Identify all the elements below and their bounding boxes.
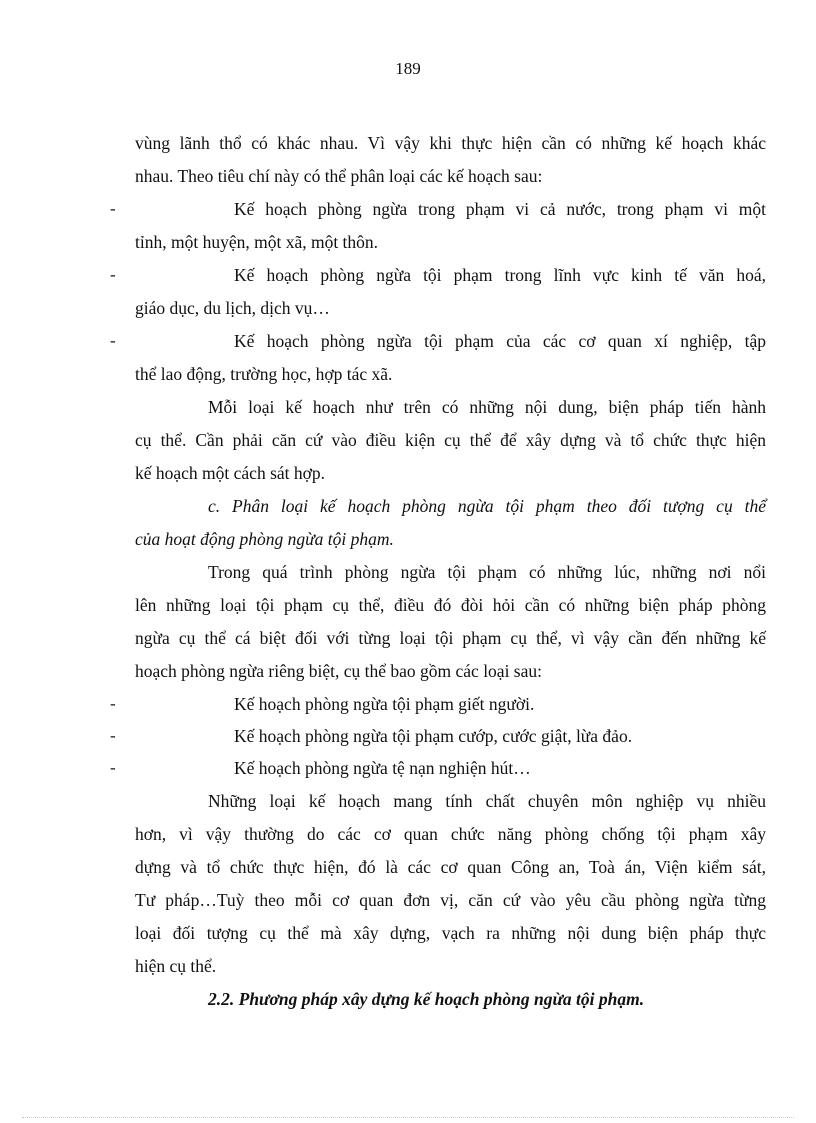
text-line: loại đối tượng cụ thể mà xây dựng, vạch ra những nội dung biện pháp thực	[135, 923, 766, 943]
list-item-text: Kế hoạch phòng ngừa tội phạm giết người.	[234, 694, 535, 714]
text-line: hiện cụ thể.	[135, 956, 217, 976]
section-heading: c. Phân loại kế hoạch phòng ngừa tội phạm theo đối tượng cụ thể	[208, 496, 766, 516]
text-line: hơn, vì vậy thường do các cơ quan chức năng phòng chống tội phạm xây	[135, 824, 766, 844]
page-number: 189	[395, 59, 421, 78]
bullet-dash: -	[110, 694, 116, 713]
text-line: nhau. Theo tiêu chí này có thể phân loại các kế hoạch sau:	[135, 166, 543, 186]
text-line: hoạch phòng ngừa riêng biệt, cụ thể bao gồm các loại sau:	[135, 661, 542, 681]
list-item-text: Kế hoạch phòng ngừa tệ nạn nghiện hút…	[234, 758, 531, 778]
list-item-text: Kế hoạch phòng ngừa trong phạm vi cả nước, trong phạm vi một	[234, 199, 766, 219]
bullet-dash: -	[110, 265, 116, 284]
list-item-text: Kế hoạch phòng ngừa tội phạm cướp, cước giật, lừa đảo.	[234, 726, 633, 746]
text-line: kế hoạch một cách sát hợp.	[135, 463, 326, 483]
text-line: lên những loại tội phạm cụ thể, điều đó đòi hỏi cần có những biện pháp phòng	[135, 595, 766, 615]
text-line: vùng lãnh thổ có khác nhau. Vì vậy khi thực hiện cần có những kế hoạch khác	[135, 133, 766, 153]
footer-divider	[22, 1117, 794, 1118]
text-line: Tư pháp…Tuỳ theo mỗi cơ quan đơn vị, căn cứ vào yêu cầu phòng ngừa từng	[135, 890, 766, 910]
list-item-text: Kế hoạch phòng ngừa tội phạm của các cơ quan xí nghiệp, tập	[234, 331, 766, 351]
bullet-dash: -	[110, 199, 116, 218]
text-line: Trong quá trình phòng ngừa tội phạm có những lúc, những nơi nổi	[208, 562, 766, 582]
list-item-text: giáo dục, du lịch, dịch vụ…	[135, 298, 330, 318]
section-heading: của hoạt động phòng ngừa tội phạm.	[135, 529, 394, 549]
text-line: Mỗi loại kế hoạch như trên có những nội dung, biện pháp tiến hành	[208, 397, 766, 417]
text-line: ngừa cụ thể cá biệt đối với từng loại tội phạm cụ thể, vì vậy cần đến những kế	[135, 628, 766, 648]
text-line: Những loại kế hoạch mang tính chất chuyên môn nghiệp vụ nhiều	[208, 791, 766, 811]
bullet-dash: -	[110, 758, 116, 777]
bullet-dash: -	[110, 331, 116, 350]
list-item-text: tỉnh, một huyện, một xã, một thôn.	[135, 232, 379, 252]
list-item-text: thể lao động, trường học, hợp tác xã.	[135, 364, 393, 384]
bullet-dash: -	[110, 726, 116, 745]
list-item-text: Kế hoạch phòng ngừa tội phạm trong lĩnh vực kinh tế văn hoá,	[234, 265, 766, 285]
subsection-heading: 2.2. Phương pháp xây dựng kế hoạch phòng ngừa tội phạm.	[208, 989, 645, 1009]
text-line: cụ thể. Cần phải căn cứ vào điều kiện cụ thể để xây dựng và tổ chức thực hiện	[135, 430, 766, 450]
text-line: dựng và tổ chức thực hiện, đó là các cơ quan Công an, Toà án, Viện kiểm sát,	[135, 857, 766, 877]
